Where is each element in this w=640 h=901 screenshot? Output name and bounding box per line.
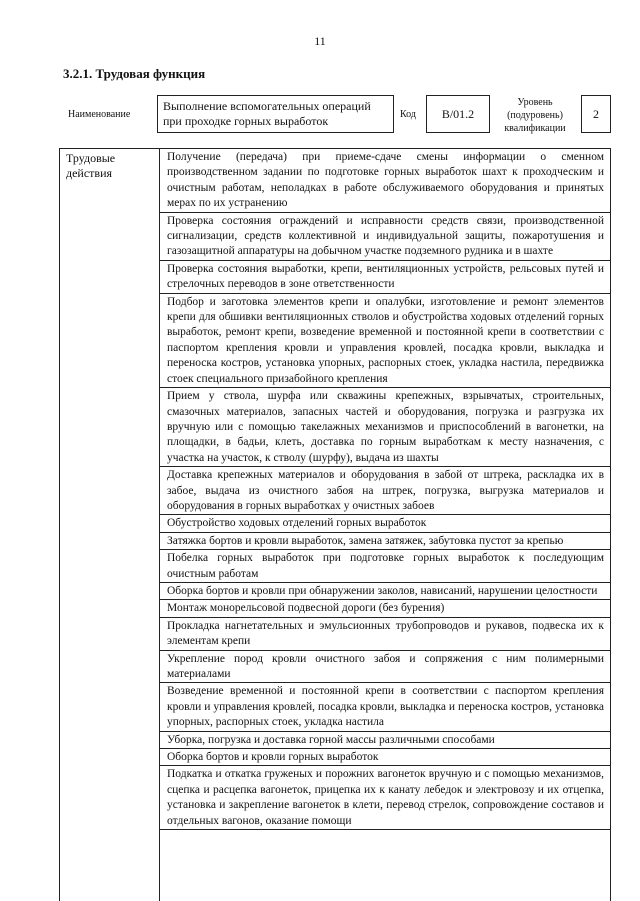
action-row: Проверка состояния ограждений и исправности средств связи, производственной сигнализации, средств коллективной и индивидуальной защиты, пожаротушения и газозащитной аппаратуры на добычном участке подземного рудника и в шахте	[160, 213, 610, 261]
code-value: B/01.2	[426, 95, 490, 133]
action-row: Прокладка нагнетательных и эмульсионных трубопроводов и рукавов, подвеска их к элементам крепи	[160, 618, 610, 651]
action-row: Затяжка бортов и кровли выработок, замена затяжек, забутовка пустот за крепью	[160, 533, 610, 550]
action-row: Возведение временной и постоянной крепи в соответствии с паспортом крепления кровли и управления кровлей, посадка кровли, выкладка и переноска костров, установка упорных, распорных стоек, укладка настила	[160, 683, 610, 731]
page-number: 11	[314, 34, 326, 48]
action-row: Оборка бортов и кровли при обнаружении заколов, нависаний, нарушении целостности	[160, 583, 610, 600]
level-label: Уровень (подуровень) квалификации	[504, 97, 566, 134]
action-row: Подбор и заготовка элементов крепи и опалубки, изготовление и ремонт элементов крепи для обшивки вентиляционных стволов и обустройства ходовых отделений горных выработок, ремонт крепи, возведение временной и постоянной крепи в соответствии с паспортом крепления кровли и управления кровлей, посадка кровли, выкладка и переноска костров, установка упорных, распорных стоек, укладка настила, передвижка стоек специального призабойного крепления	[160, 294, 610, 388]
action-row: Доставка крепежных материалов и оборудования в забой от штрека, раскладка их в забое, выдача из очистного забоя на штрек, погрузка, выгрузка материалов и оборудования в горных выработках у очистных забоев	[160, 467, 610, 515]
name-label: Наименование	[68, 109, 131, 120]
action-row: Побелка горных выработок при подготовке горных выработок к последующим очистным работам	[160, 550, 610, 583]
name-value: Выполнение вспомогательных операций при проходке горных выработок	[157, 95, 394, 133]
action-row: Оборка бортов и кровли горных выработок	[160, 749, 610, 766]
action-row: Обустройство ходовых отделений горных выработок	[160, 515, 610, 532]
row-label: Трудовые действия	[60, 149, 160, 901]
action-row: Подкатка и откатка груженых и порожних вагонеток вручную и с помощью механизмов, сцепка и расцепка вагонеток, прицепка их к канату лебедок и электровозу и их отцепка, установка и закрепление вагонеток в клети, перевод стрелок, сопровождение составов и отдельных вагонов, оказание помощи	[160, 766, 610, 830]
actions-list	[160, 149, 610, 830]
action-row: Монтаж монорельсовой подвесной дороги (без бурения)	[160, 600, 610, 617]
action-row: Прием у ствола, шурфа или скважины крепежных, взрывчатых, строительных, смазочных материалов, запасных частей и оборудования, погрузка и разгрузка их вручную или с помощью такелажных механизмов и приспособлений в вагонетки, на площадки, в бадьи, клеть, доставка по горным выработкам к месту назначения, с участка на участок, к стволу (шурфу), выдача из шахты	[160, 388, 610, 467]
action-row: Проверка состояния выработки, крепи, вентиляционных устройств, рельсовых путей и стрелочных переводов в зоне ответственности	[160, 261, 610, 294]
labor-actions-table	[59, 148, 611, 901]
action-row: Укрепление пород кровли очистного забоя и сопряжения с ним полимерными материалами	[160, 651, 610, 684]
action-row: Получение (передача) при приеме-сдаче смены информации о сменном производственном задании по подготовке горных выработок шахт к проходческим и очистным работам, неполадках в работе обслуживаемого оборудования и принятых мерах по их устранению	[160, 149, 610, 213]
code-label: Код	[400, 109, 416, 120]
section-title: 3.2.1. Трудовая функция	[63, 66, 206, 81]
action-row: Уборка, погрузка и доставка горной массы различными способами	[160, 732, 610, 749]
level-value: 2	[581, 95, 611, 133]
